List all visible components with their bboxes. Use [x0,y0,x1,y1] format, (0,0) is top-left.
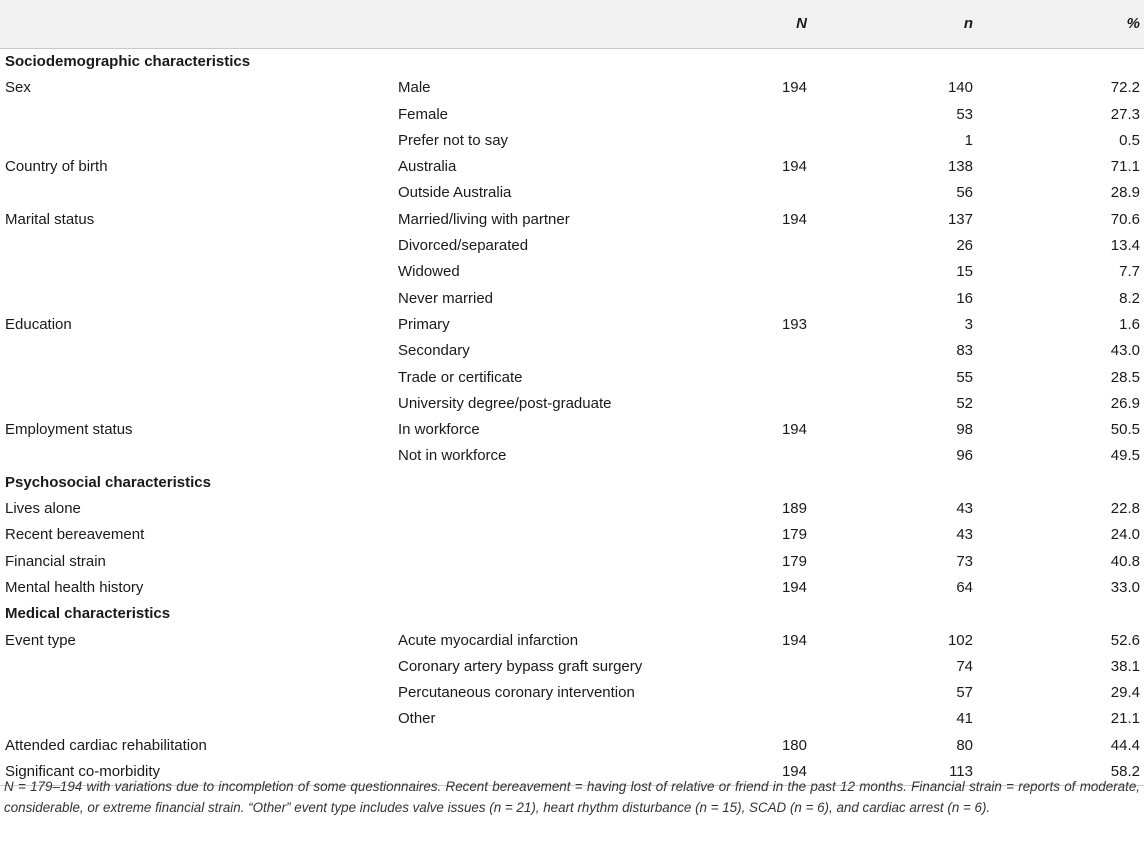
cell-percent: 33.0 [1110,578,1140,596]
cell-n: 102 [947,631,973,649]
cell-N [694,180,807,206]
row-category: Married/living with partner [398,210,570,228]
cell-N [694,654,807,680]
cell-N [694,365,807,391]
row-label [0,338,398,364]
row-category [398,496,694,522]
row-label [0,259,398,285]
row-category: Other [398,710,436,728]
cell-N [694,680,807,706]
table-row [0,207,1144,233]
row-category: Male [398,79,431,97]
cell-N: 194 [694,759,807,786]
header-label [0,0,398,49]
table-row [0,680,1144,706]
cell-percent: 49.5 [1110,447,1140,465]
cell-n: 140 [947,79,973,97]
cell-percent: 0.5 [1119,131,1140,149]
row-category: Primary [398,315,450,333]
row-label [0,286,398,312]
row-category: Trade or certificate [398,368,523,386]
cell-N [694,233,807,259]
cell-percent: 27.3 [1110,105,1140,123]
row-category: University degree/post-graduate [398,394,612,412]
cell-n: 1 [964,131,973,149]
row-label [0,180,398,206]
row-label: Attended cardiac rehabilitation [5,736,207,754]
cell-N [694,706,807,732]
cell-N: 194 [781,631,807,649]
cell-percent: 43.0 [1110,342,1140,360]
row-category: Acute myocardial infarction [398,631,579,649]
cell-N: 180 [781,736,807,754]
cell-n: 83 [956,342,973,360]
cell-percent: 22.8 [1110,500,1140,518]
cell-percent: 50.5 [1110,421,1140,439]
cell-N: 189 [781,500,807,518]
table-row [0,286,1144,312]
table-row [0,575,1144,601]
row-label [0,443,398,469]
row-category [398,522,694,548]
table-row [0,549,1144,575]
cell-percent: 24.0 [1110,526,1140,544]
table-body [0,49,1144,786]
cell-N [694,128,807,154]
table-row [0,706,1144,732]
section-title: Medical characteristics [5,605,171,623]
header-N: N [694,0,807,49]
row-label: Employment status [5,421,133,439]
cell-N: 194 [781,79,807,97]
cell-n: 55 [956,368,973,386]
cell-percent: 72.2 [1110,79,1140,97]
cell-percent: 28.9 [1110,184,1140,202]
table-row [0,312,1144,338]
cell-percent: 44.4 [1110,736,1140,754]
cell-N: 179 [781,526,807,544]
row-category: In workforce [398,421,480,439]
row-category: Prefer not to say [398,131,509,149]
row-category: Never married [398,289,494,307]
cell-n: 64 [956,578,973,596]
row-label: Significant co-morbidity [0,759,398,786]
row-label [0,654,398,680]
row-category: Divorced/separated [398,237,529,255]
cell-percent: 29.4 [1110,684,1140,702]
row-label: Financial strain [5,552,106,570]
cell-percent: 26.9 [1110,394,1140,412]
cell-percent: 40.8 [1110,552,1140,570]
cell-percent: 52.6 [1110,631,1140,649]
row-category: Percutaneous coronary intervention [398,684,635,702]
cell-n: 26 [956,237,973,255]
cell-n: 98 [956,421,973,439]
cell-n: 73 [956,552,973,570]
cell-n: 52 [956,394,973,412]
section-title: Sociodemographic characteristics [5,53,251,70]
table-row [0,102,1144,128]
table-row [0,154,1144,180]
cell-n: 74 [956,657,973,675]
row-category: Australia [398,158,457,176]
cell-n: 137 [947,210,973,228]
row-label [0,706,398,732]
header-n: n [807,0,973,49]
cell-N [694,391,807,417]
cell-percent: 21.1 [1110,710,1140,728]
cell-N [694,102,807,128]
row-label: Marital status [5,210,95,228]
section-title: Psychosocial characteristics [5,473,211,491]
row-category: Female [398,105,449,123]
table-row [0,496,1144,522]
cell-N [694,338,807,364]
cell-N: 193 [781,315,807,333]
table-row [0,180,1144,206]
table-row [0,365,1144,391]
table-row [0,128,1144,154]
row-category [398,733,694,759]
table-row [0,628,1144,654]
row-label [0,365,398,391]
row-category: Not in workforce [398,447,507,465]
cell-n: 57 [956,684,973,702]
cell-percent: 28.5 [1110,368,1140,386]
row-label [0,680,398,706]
cell-N: 194 [781,421,807,439]
table-footnote: N = 179–194 with variations due to incompletion of some questionnaires. Recent bereavement = having lost of relative or friend in the past 12 months. Financial strain = reports of moderate, considerable, or extreme financial strain. “Other” event type includes valve issues (n = 21), heart rhythm disturbance (n = 15), SCAD (n = 6), and cardiac arrest (n = 6). [4,779,1140,815]
table-row [0,417,1144,443]
cell-percent: 70.6 [1110,210,1140,228]
table-row [0,733,1144,759]
cell-percent: 58.2 [973,759,1144,786]
cell-N [694,259,807,285]
row-label [0,391,398,417]
cell-n: 3 [964,315,973,333]
cell-N [694,443,807,469]
section-header-row [0,49,1144,76]
table-row [0,654,1144,680]
cell-n: 96 [956,447,973,465]
row-category: Outside Australia [398,184,512,202]
row-label [0,233,398,259]
cell-n: 16 [956,289,973,307]
row-label: Recent bereavement [5,526,145,544]
cell-percent: 1.6 [1119,315,1140,333]
cell-percent: 7.7 [1119,263,1140,281]
table-row [0,443,1144,469]
cell-n: 113 [807,759,973,786]
table-row [0,391,1144,417]
cell-n: 15 [956,263,973,281]
header-percent: % [973,0,1144,49]
cell-n: 56 [956,184,973,202]
table-row [0,75,1144,101]
row-label [0,102,398,128]
cell-N [694,286,807,312]
row-category: Coronary artery bypass graft surgery [398,657,643,675]
table-row [0,259,1144,285]
cell-n: 80 [956,736,973,754]
row-category: Widowed [398,263,460,281]
table-row [0,522,1144,548]
cell-n: 138 [947,158,973,176]
row-label: Lives alone [5,500,81,518]
table-row [0,338,1144,364]
row-label: Education [5,315,72,333]
row-label: Sex [5,79,31,97]
row-label: Country of birth [5,158,108,176]
row-label [0,128,398,154]
cell-N: 194 [781,578,807,596]
cell-percent: 71.1 [1110,158,1140,176]
row-category [398,575,694,601]
cell-N: 179 [781,552,807,570]
table-row [0,233,1144,259]
cell-percent: 13.4 [1110,237,1140,255]
cell-n: 43 [956,500,973,518]
cell-N: 194 [781,158,807,176]
table-header-row [0,0,1144,49]
cell-percent: 8.2 [1119,289,1140,307]
cell-n: 41 [956,710,973,728]
header-category [398,0,694,49]
cell-N: 194 [781,210,807,228]
cell-n: 43 [956,526,973,544]
cell-percent: 38.1 [1110,657,1140,675]
cell-n: 53 [956,105,973,123]
section-header-row [0,470,1144,496]
row-label: Event type [5,631,76,649]
row-label: Mental health history [5,578,144,596]
row-category [398,549,694,575]
section-header-row [0,601,1144,627]
row-category: Secondary [398,342,470,360]
